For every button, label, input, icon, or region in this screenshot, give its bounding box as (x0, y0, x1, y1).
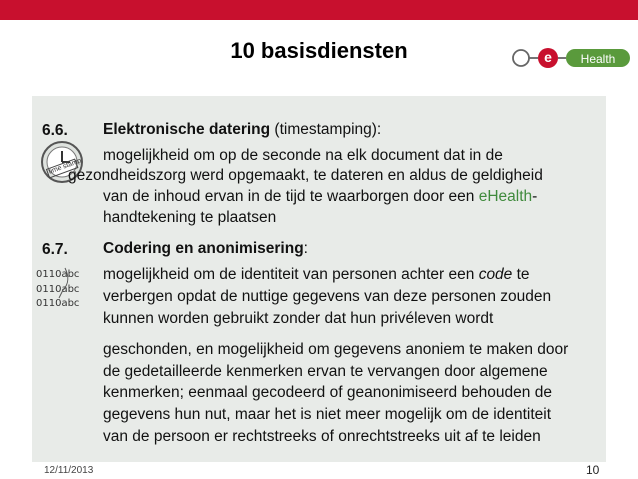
text-6-6-line-3 (103, 186, 537, 208)
code-line-3: 0110abc (36, 298, 80, 309)
section-heading-6-7 (103, 238, 308, 260)
text-6-7-line-1 (103, 264, 530, 286)
line-1a: mogelijkheid om de identiteit van personen achter een (103, 266, 479, 283)
text-6-7-line-5: de gedetailleerde kenmerken ervan te vervangen door algemene (103, 363, 548, 380)
top-bar (0, 0, 638, 20)
section-number-6-6: 6.6. (42, 122, 68, 139)
text-6-7-line-4: geschonden, en mogelijkheid om gegevens anoniem te maken door (103, 341, 569, 358)
slide-page-number: 10 (586, 463, 600, 477)
code-word: code (478, 266, 513, 283)
slide-title: 10 basisdiensten (230, 38, 408, 63)
line-3-end: - (532, 188, 538, 205)
line-1b: te (512, 266, 530, 283)
text-6-7-line-6: kenmerken; eenmaal gecodeerd of geanonimiseerd behouden de (103, 384, 552, 401)
code-line-2: 0110abc (36, 284, 80, 295)
section-heading-6-6 (103, 119, 381, 141)
text-6-6-line-2: gezondheidszorg werd opgemaakt, te dateren en aldus de geldigheid (68, 167, 543, 184)
heading-text: Elektronische datering (103, 121, 271, 138)
text-6-7-line-8: van de persoon er rechtstreeks of onrechtstreeks uit af te leiden (103, 428, 541, 445)
logo-letter-e: e (544, 49, 552, 65)
text-6-7-line-3: kunnen worden gebruikt zonder dat hun privéleven wordt (103, 310, 494, 327)
stamp-label: time stamp (47, 157, 83, 176)
text-6-6-line-1: mogelijkheid om op de seconde na elk document dat in de (103, 147, 503, 164)
logo-word-health: Health (580, 52, 616, 66)
ehealth-link[interactable]: eHealth (478, 188, 533, 205)
text-6-7-line-7: gegevens hun nut, maar het is niet meer mogelijk om de identiteit (103, 406, 552, 423)
code-arrows-icon (57, 266, 73, 310)
line-3-text: van de inhoud ervan in de tijd te waarborgen door een (103, 188, 479, 205)
slide-date: 12/11/2013 (44, 465, 94, 476)
code-line-1: 0110abc (36, 269, 80, 280)
heading-text: Codering en anonimisering (103, 240, 304, 257)
heading-suffix: (timestamping): (270, 121, 382, 138)
text-6-7-line-2: verbergen opdat de nuttige gegevens van deze personen zouden (103, 288, 552, 305)
text-6-6-line-4: handtekening te plaatsen (103, 209, 277, 226)
heading-suffix: : (303, 240, 308, 257)
section-number-6-7: 6.7. (42, 241, 68, 258)
